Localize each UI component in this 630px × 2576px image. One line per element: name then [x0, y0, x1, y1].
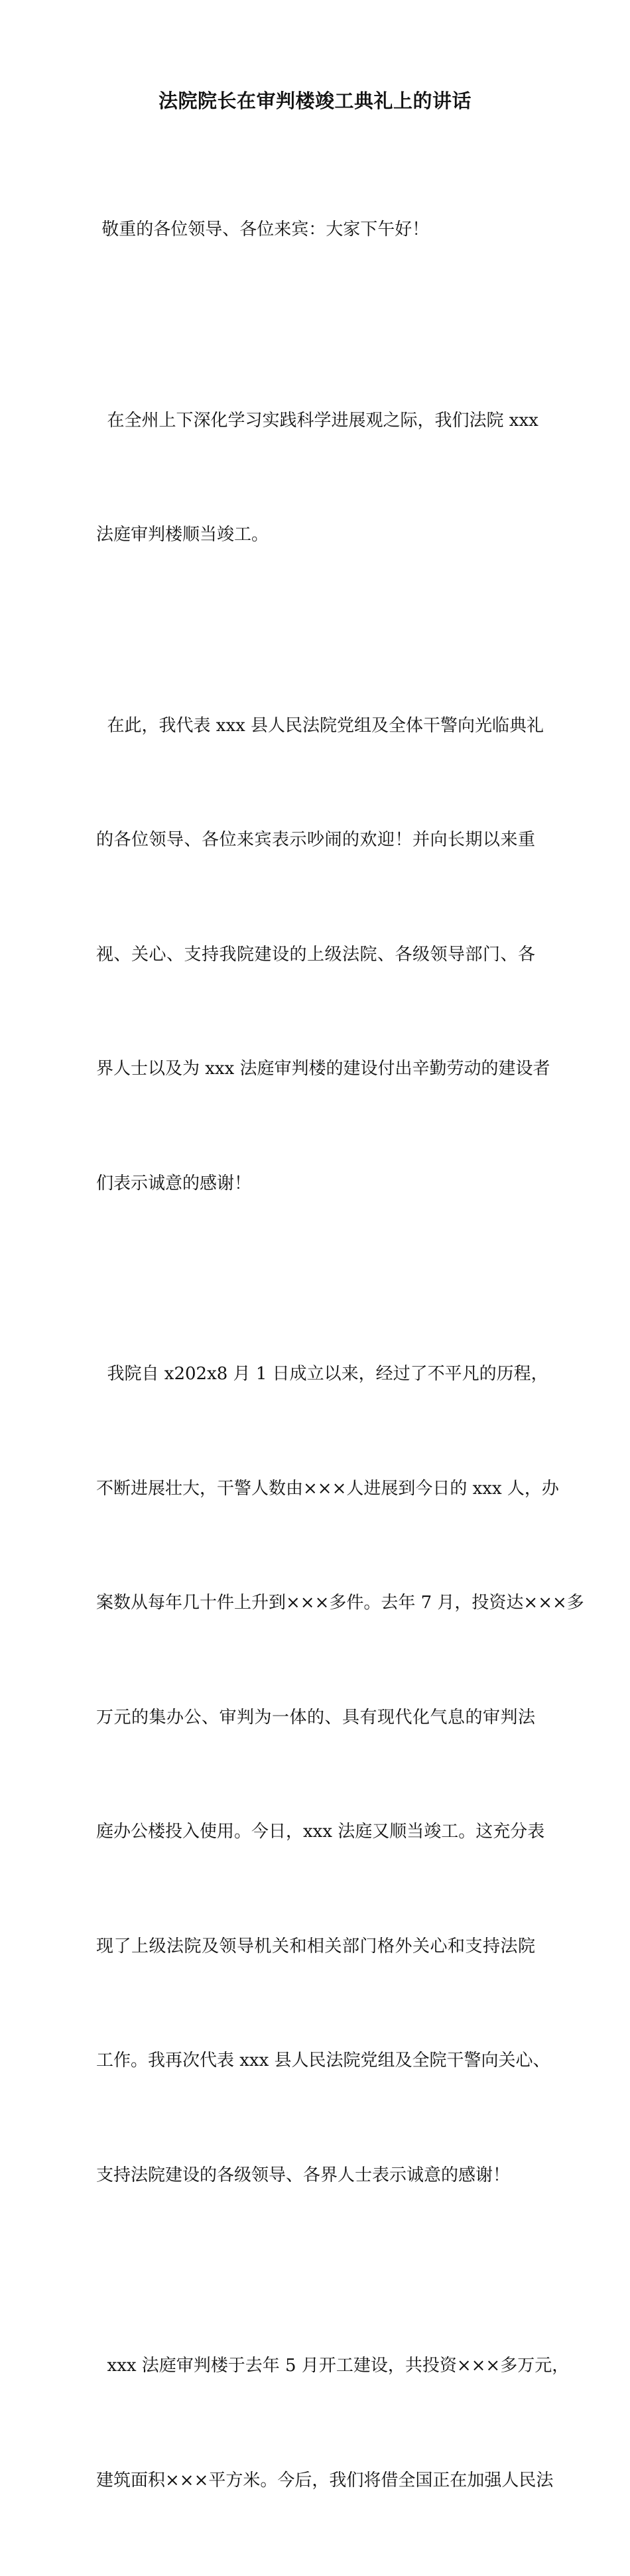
text-line: 现了上级法院及领导机关和相关部门格外关心和支持法院 [96, 1936, 535, 1956]
text-line: 案数从每年几十件上升到×××多件。去年 7 月，投资达×××多 [96, 1593, 584, 1613]
text-line: 敬重的各位领导、各位来宾：大家下午好！ [96, 220, 430, 239]
text-line: 的各位领导、各位来宾表示吵闹的欢迎！并向长期以来重 [96, 830, 535, 850]
paragraph-welcome [96, 631, 550, 1280]
text-line: 庭办公楼投入使用。今日，xxx 法庭又顺当竣工。这充分表 [96, 1822, 545, 1842]
text-line: 万元的集办公、审判为一体的、具有现代化气息的审判法 [96, 1707, 535, 1728]
paragraph-greeting [96, 135, 535, 326]
document-title: 法院院长在审判楼竣工典礼上的讲话 [158, 90, 472, 112]
text-line: 视、关心、支持我院建设的上级法院、各级领导部门、各 [96, 944, 535, 965]
text-line: 工作。我再次代表 xxx 县人民法院党组及全院干警向关心、 [96, 2051, 550, 2070]
text-line: 们表示诚意的感谢！ [96, 1173, 252, 1193]
text-line: xxx 法庭审判楼于去年 5 月开工建设，共投资×××多万元， [96, 2356, 570, 2376]
document-body [96, 135, 584, 2576]
text-line: 在此，我代表 xxx 县人民法院党组及全体干警向光临典礼 [96, 715, 544, 736]
text-line: 不断进展壮大，干警人数由×××人进展到今日的 xxx 人，办 [96, 1478, 559, 1499]
paragraph-intro [96, 326, 538, 631]
text-line: 支持法院建设的各级领导、各界人士表示诚意的感谢！ [96, 2165, 511, 2185]
text-line: 建筑面积×××平方米。今后，我们将借全国正在加强人民法 [96, 2470, 554, 2490]
paragraph-construction [96, 2271, 570, 2576]
text-line: 在全州上下深化学习实践科学进展观之际，我们法院 xxx [96, 410, 538, 431]
text-line: 法庭审判楼顺当竣工。 [96, 525, 269, 545]
text-line: 界人士以及为 xxx 法庭审判楼的建设付出辛勤劳动的建设者 [96, 1059, 550, 1079]
paragraph-history [96, 1279, 584, 2271]
text-line: 我院自 x202x8 月 1 日成立以来，经过了不平凡的历程， [96, 1364, 548, 1384]
